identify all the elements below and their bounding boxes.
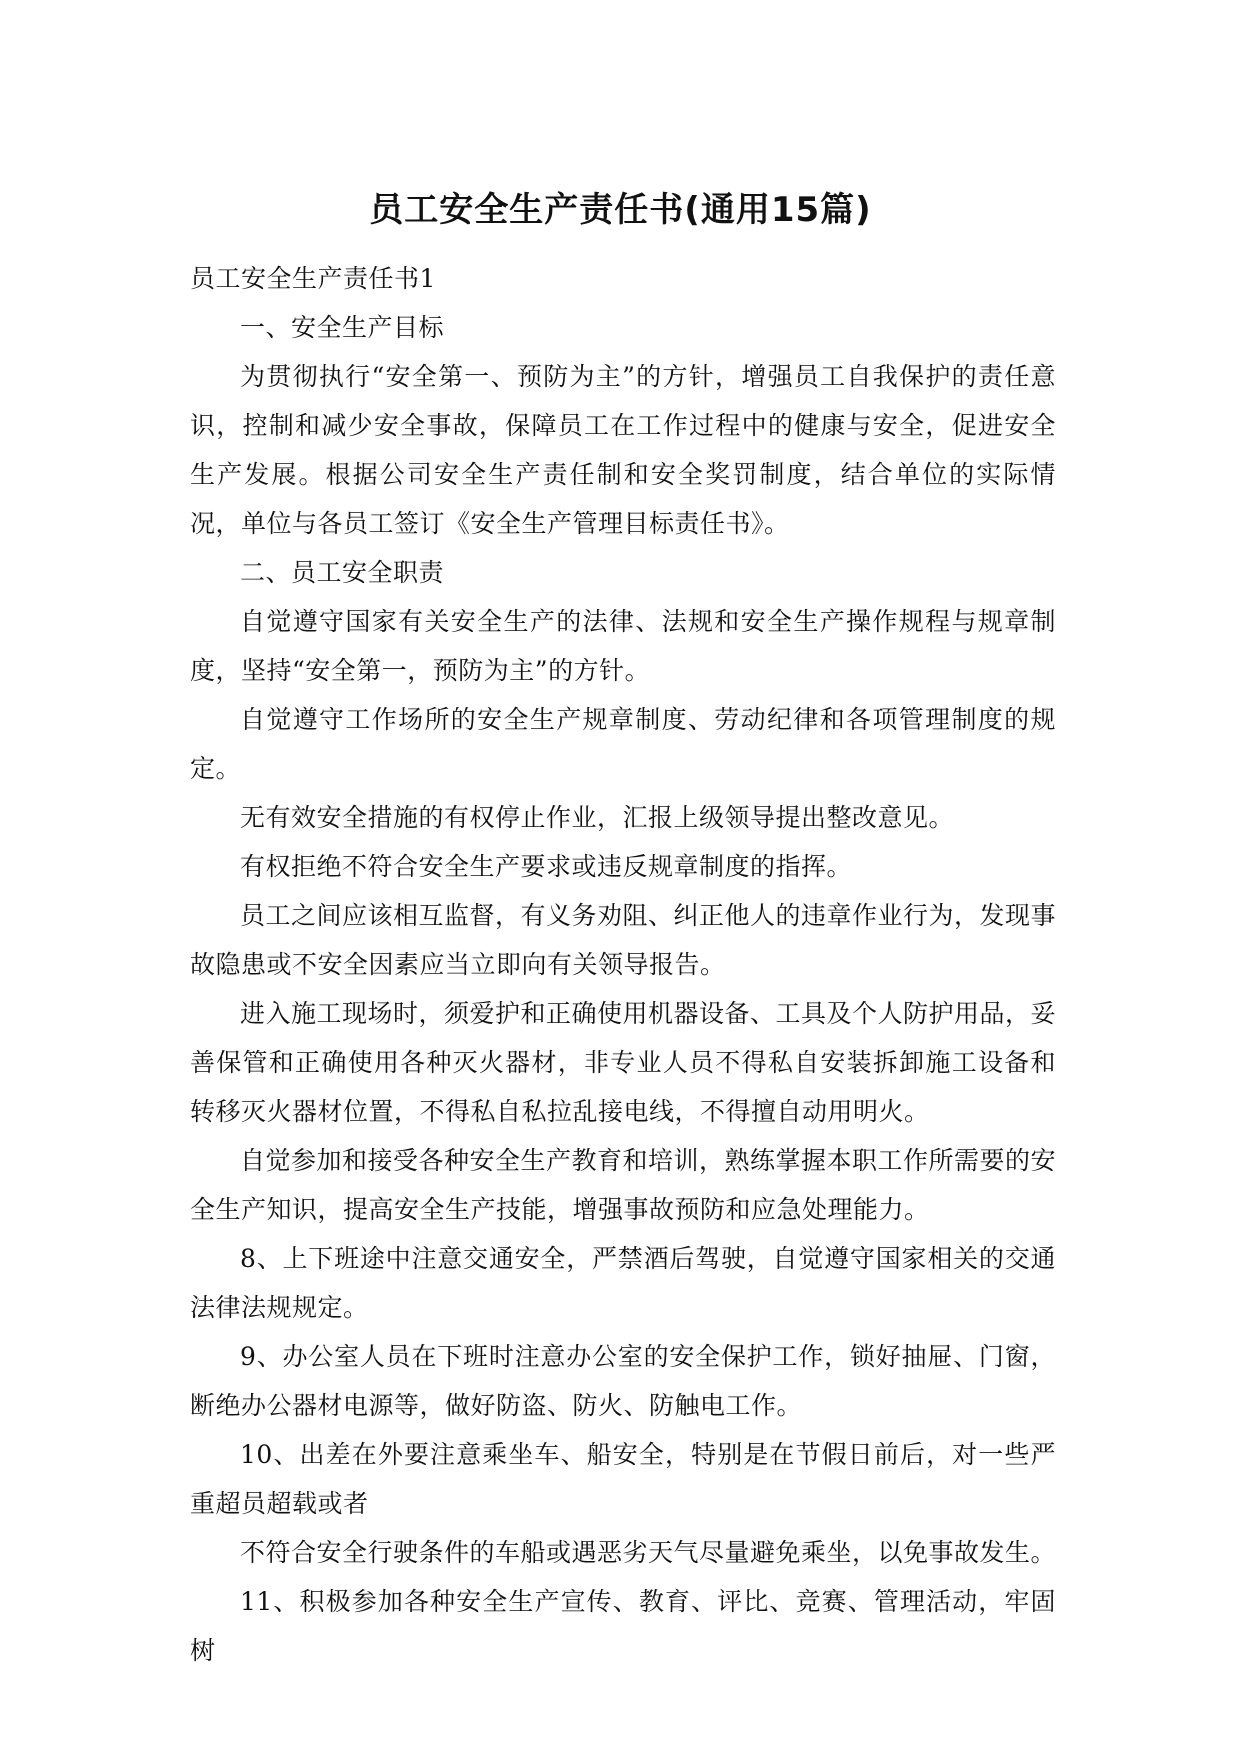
paragraph: 员工之间应该相互监督，有义务劝阻、纠正他人的违章作业行为，发现事故隐患或不安全因素应当立即向有关领导报告。 [190,901,1057,979]
subsection-heading: 二、员工安全职责 [240,558,445,587]
paragraph: 8、上下班途中注意交通安全，严禁酒后驾驶，自觉遵守国家相关的交通法律法规规定。 [190,1244,1056,1322]
paragraph: 自觉遵守国家有关安全生产的法律、法规和安全生产操作规程与规章制度，坚持“安全第一，预防为主”的方针。 [190,607,1056,685]
paragraph: 不符合安全行驶条件的车船或遇恶劣天气尽量避免乘坐，以免事故发生。 [240,1538,1057,1567]
paragraph: 无有效安全措施的有权停止作业，汇报上级领导提出整改意见。 [240,803,955,832]
paragraph: 11、积极参加各种安全生产宣传、教育、评比、竞赛、管理活动，牢固树 [190,1587,1056,1665]
paragraph: 为贯彻执行“安全第一、预防为主”的方针，增强员工自我保护的责任意识，控制和减少安全事故，保障员工在工作过程中的健康与安全，促进安全生产发展。根据公司安全生产责任制和安全奖罚制度，结合单位的实际情况，单位与各员工签订《安全生产管理目标责任书》。 [190,362,1056,538]
document-body [190,254,1056,1675]
document-title: 员工安全生产责任书(通用15篇) [369,190,872,230]
subsection-heading: 一、安全生产目标 [240,313,445,342]
paragraph: 9、办公室人员在下班时注意办公室的安全保护工作，锁好抽屉、门窗，断绝办公器材电源等，做好防盗、防火、防触电工作。 [190,1342,1056,1420]
paragraph: 自觉遵守工作场所的安全生产规章制度、劳动纪律和各项管理制度的规定。 [190,705,1056,783]
paragraph: 自觉参加和接受各种安全生产教育和培训，熟练掌握本职工作所需要的安全生产知识，提高安全生产技能，增强事故预防和应急处理能力。 [190,1146,1057,1224]
paragraph: 进入施工现场时，须爱护和正确使用机器设备、工具及个人防护用品，妥善保管和正确使用各种灭火器材，非专业人员不得私自安装拆卸施工设备和转移灭火器材位置，不得私自私拉乱接电线，不得擅自动用明火。 [190,999,1057,1126]
section-heading: 员工安全生产责任书1 [190,264,436,293]
paragraph: 有权拒绝不符合安全生产要求或违反规章制度的指挥。 [240,852,853,881]
paragraph: 10、出差在外要注意乘坐车、船安全，特别是在节假日前后，对一些严重超员超载或者 [190,1440,1056,1518]
